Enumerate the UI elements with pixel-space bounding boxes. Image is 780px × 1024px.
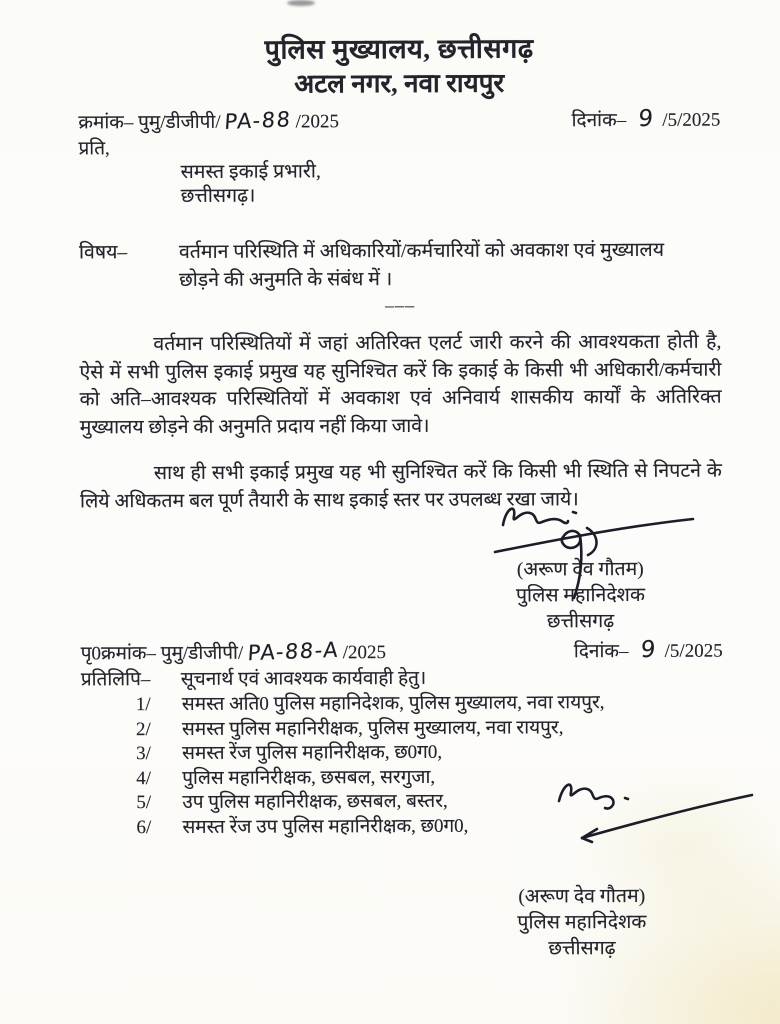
signatory-name: (अरूण देव गौतम) (516, 558, 644, 581)
copy-recipients-list (81, 691, 724, 841)
signature-block-2 (463, 838, 700, 963)
copy-recipient-text: समस्त रेंज पुलिस महानिरीक्षक, छ0ग0, (182, 741, 443, 764)
copy-recipient-text: समस्त अति0 पुलिस महानिदेशक, पुलिस मुख्यालय, नवा रायपुर, (181, 692, 605, 715)
signatory-designation: पुलिस महानिदेशक (515, 584, 645, 607)
copy-recipient-text: पुलिस महानिरीक्षक, छसबल, सरगुजा, (182, 766, 436, 789)
endorsement-number (81, 638, 386, 667)
copy-recipient-number: 1/ (135, 694, 151, 716)
copy-note-row (81, 665, 723, 694)
copy-note: सूचनार्थ एवं आवश्यक कार्यवाही हेतु। (180, 667, 427, 690)
letter-content (78, 31, 724, 965)
copy-recipient-text: समस्त पुलिस महानिरीक्षक, पुलिस मुख्यालय, नवा रायपुर, (181, 716, 564, 740)
reference-number (78, 107, 339, 136)
copy-recipient-row (81, 789, 723, 816)
endorsement-label: पृ0क्रमांक– (80, 643, 156, 665)
letterhead-title: पुलिस मुख्यालय, छत्तीसगढ़ (264, 33, 534, 65)
copy-recipient-text: उप पुलिस महानिरीक्षक, छसबल, बस्तर, (182, 790, 448, 813)
scan-smudge (287, 0, 315, 6)
signature-block-1 (462, 513, 699, 636)
recipient-block (181, 159, 721, 208)
letter-header (78, 31, 720, 103)
endorsement-suffix: /2025 (342, 642, 387, 664)
signatory-place: छत्तीसगढ़ (546, 611, 615, 633)
copy-recipient-number: 2/ (135, 718, 151, 740)
copy-recipient-row (81, 813, 723, 840)
date-label: दिनांक– (571, 110, 627, 132)
subject-separator: ––– (385, 294, 416, 316)
copy-recipient-text: समस्त रेंज उप पुलिस महानिरीक्षक, छ0ग0, (182, 815, 469, 838)
copy-recipient-row (81, 740, 723, 767)
endorsement-row (81, 637, 723, 668)
date-day-handwritten: 9 (637, 105, 656, 133)
endorsement-prefix: पुमु/डीजीपी/ (160, 642, 244, 665)
date-rest: /5/2025 (664, 640, 723, 662)
letter-date (572, 106, 721, 135)
date-day-handwritten: 9 (639, 636, 658, 664)
subject-label: विषय– (78, 242, 128, 264)
recipient-line: छत्तीसगढ़। (180, 185, 256, 207)
body-paragraph-2: साथ ही सभी इकाई प्रमुख यह भी सुनिश्चित करें कि किसी भी स्थिति से निपटने के लिये अधिकतम बल पूर्ण तैयारी के साथ इकाई स्तर पर उपलब्ध रखा जाये। (79, 460, 722, 512)
subject-row (79, 237, 721, 296)
signatory-place: छत्तीसगढ़ (548, 938, 616, 960)
copy-recipient-number: 5/ (136, 792, 152, 814)
reference-number-handwritten: PA-88 (223, 107, 293, 134)
copy-recipient-row (81, 715, 723, 742)
subject-line: छोड़ने की अनुमति के संबंध में । (179, 269, 393, 291)
recipient-line: समस्त इकाई प्रभारी, (180, 161, 321, 183)
subject-text (179, 237, 721, 295)
endorsement-date (574, 637, 723, 666)
signature-space (462, 513, 698, 558)
reference-prefix: पुमु/डीजीपी/ (138, 111, 221, 134)
signatory-designation: पुलिस महानिदेशक (517, 911, 647, 934)
copy-recipient-number: 4/ (136, 767, 152, 789)
copy-recipient-number: 3/ (136, 743, 151, 765)
reference-suffix: /2025 (295, 111, 339, 133)
signature-space (463, 838, 699, 885)
signatory-name: (अरूण देव गौतम) (518, 885, 646, 908)
endorsement-number-handwritten: PA-88-A (246, 637, 340, 666)
copy-recipient-row (81, 691, 723, 718)
reference-label: क्रमांक– (78, 112, 134, 134)
copy-recipient-row (81, 764, 723, 791)
letterhead-subtitle: अटल नगर, नवा रायपुर (294, 68, 505, 99)
body-paragraph-1: वर्तमान परिस्थितियों में जहां अतिरिक्त एलर्ट जारी करने की आवश्यकता होती है, ऐसे में सभी पुलिस इकाई प्रमुख यह सुनिश्चित करें कि इकाई के किसी भी अधिकारी/कर्मचारी को अति–आवश्यक परिस्थितियों में अवकाश एवं अनिवार्य शासकीय कार्यों के अतिरिक्त मुख्यालय छोड़ने की अनुमति प्रदाय नहीं किया जावे। (79, 331, 722, 438)
salutation: प्रति, (78, 138, 110, 160)
subject-line: वर्तमान परिस्थिति में अधिकारियों/कर्मचारियों को अवकाश एवं मुख्यालय (178, 239, 665, 263)
date-rest: /5/2025 (662, 109, 721, 131)
date-label: दिनांक– (573, 641, 629, 663)
copy-recipient-number: 6/ (136, 816, 152, 838)
copy-label: प्रतिलिपि– (80, 669, 151, 691)
reference-date-row (78, 106, 720, 137)
